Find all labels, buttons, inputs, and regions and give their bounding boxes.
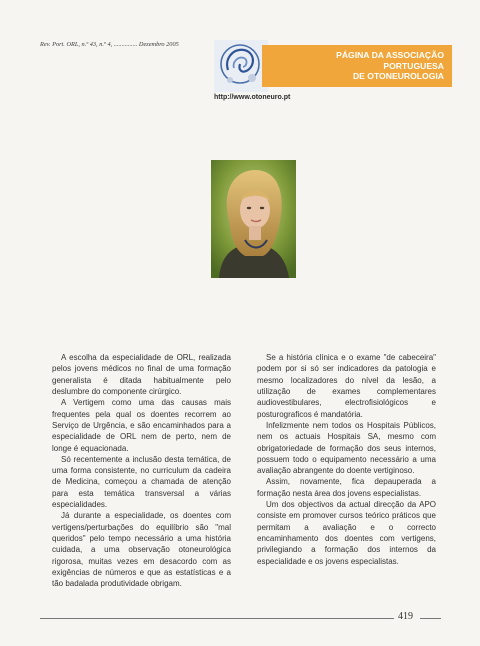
paragraph: Só recentemente a inclusão desta temática, de uma forma consistente, no curriculum da cadeira de Medicina, começou a chamada de atenção para esta temática transversal a várias especialidades. <box>52 454 231 510</box>
association-banner <box>262 45 452 87</box>
paragraph: Já durante a especialidade, os doentes com vertigens/perturbações do equilíbrio são "mal queridos" pelo tempo necessário a uma história cuidada, a uma observação otoneurológica rigorosa, muitas vezes em desacordo com as exigências de números e que as estatísticas e a tão badalada produtividade obrigam. <box>52 511 231 589</box>
banner-line-3: DE OTONEUROLOGIA <box>352 71 444 82</box>
banner-line-1: PÁGINA DA ASSOCIAÇÃO <box>336 50 444 60</box>
journal-reference: Rev. Port. ORL, n.º 43, n.º 4, ............... Dezembro 2005 <box>40 41 179 48</box>
association-url[interactable]: http://www.otoneuro.pt <box>214 94 291 101</box>
paragraph: A Vertigem como uma das causas mais frequentes pela qual os doentes recorrem ao Serviço de Urgência, e são encaminhados para a especialidade de ORL nem de perto, nem de longe é equacionada. <box>52 398 231 453</box>
paragraph: A escolha da especialidade de ORL, realizada pelos jovens médicos no final de uma formação generalista é ditada habitualmente pelo deslumbre do componente cirúrgico. <box>52 353 231 396</box>
paragraph: Infelizmente nem todos os Hospitais Públicos, nem os actuais Hospitais SA, mesmo com obrigatoriedade de formação dos seus internos, possuem todo o equipamento necessário a uma avaliação abrangente do doente vertiginoso. <box>257 420 436 476</box>
paragraph: Um dos objectivos da actual direcção da APO consiste em promover cursos teórico práticos que permitam a avaliação e o correcto encaminhamento dos doentes com vertigens, privilegiando a formação dos internos da especialidade e os jovens especialistas. <box>257 500 436 566</box>
article-right-column <box>257 352 436 567</box>
footer-rule-right <box>420 618 441 619</box>
otoneurology-logo <box>214 40 268 92</box>
article-left-column <box>52 352 231 590</box>
page-number: 419 <box>398 611 413 622</box>
author-photo <box>211 160 296 278</box>
paragraph: Se a história clínica e o exame "de cabeceira" podem por si só ser indicadores da patologia e mesmo localizadores do nível da lesão, a utilização de exames complementares audiovestibulares, electrofisiológicos e posturograficos é mandatória. <box>257 353 436 419</box>
paragraph: Assim, novamente, fica depauperada a formação nesta área dos jovens especialistas. <box>257 477 436 498</box>
footer-rule-left <box>40 618 394 619</box>
banner-line-2: PORTUGUESA <box>383 60 444 71</box>
